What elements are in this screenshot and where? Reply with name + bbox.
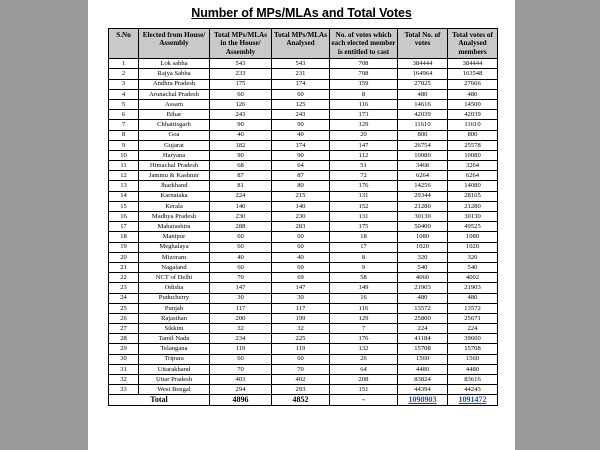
cell-total-votes: 224 — [398, 324, 448, 334]
cell-analysed-votes: 15708 — [448, 344, 498, 354]
cell-total-in-house: 147 — [210, 283, 272, 293]
cell-total-analysed: 60 — [272, 242, 330, 252]
cell-elected-from: Nagaland — [139, 262, 210, 272]
cell-analysed-votes: 480 — [448, 293, 498, 303]
total-entitled: - — [330, 395, 398, 405]
cell-votes-entitled: 64 — [330, 364, 398, 374]
cell-total-in-house: 403 — [210, 375, 272, 385]
cell-analysed-votes: 320 — [448, 252, 498, 262]
cell-total-votes: 384444 — [398, 59, 448, 69]
cell-analysed-votes: 21903 — [448, 283, 498, 293]
table-row — [109, 120, 498, 130]
cell-votes-entitled: 16 — [330, 293, 398, 303]
cell-total-in-house: 233 — [210, 69, 272, 79]
cell-elected-from: Odisha — [139, 283, 210, 293]
cell-total-votes: 21903 — [398, 283, 448, 293]
cell-total-analysed: 90 — [272, 120, 330, 130]
votes-table-container — [108, 28, 497, 406]
cell-total-votes: 1080 — [398, 232, 448, 242]
cell-elected-from: Madhya Pradesh — [139, 212, 210, 222]
cell-elected-from: Sikkim — [139, 324, 210, 334]
cell-total-analysed: 32 — [272, 324, 330, 334]
cell-sno: 5 — [109, 99, 139, 109]
mps-mlas-votes-table — [108, 28, 498, 406]
cell-votes-entitled: 51 — [330, 161, 398, 171]
table-row — [109, 232, 498, 242]
table-row — [109, 252, 498, 262]
cell-total-analysed: 69 — [272, 273, 330, 283]
total-analysed-votes-link[interactable]: 1091472 — [458, 395, 487, 405]
cell-sno: 29 — [109, 344, 139, 354]
cell-total-analysed: 243 — [272, 110, 330, 120]
cell-votes-entitled: 147 — [330, 140, 398, 150]
table-row — [109, 89, 498, 99]
cell-total-in-house: 70 — [210, 273, 272, 283]
cell-total-in-house: 230 — [210, 212, 272, 222]
cell-votes-entitled: 72 — [330, 171, 398, 181]
cell-elected-from: Kerala — [139, 201, 210, 211]
cell-elected-from: Rajasthan — [139, 313, 210, 323]
table-row — [109, 293, 498, 303]
cell-elected-from: Manipur — [139, 232, 210, 242]
cell-analysed-votes: 30130 — [448, 212, 498, 222]
table-header-row — [109, 29, 498, 59]
table-row — [109, 212, 498, 222]
cell-votes-entitled: 132 — [330, 344, 398, 354]
table-total-row — [109, 395, 498, 405]
cell-votes-entitled: 7 — [330, 324, 398, 334]
cell-sno: 13 — [109, 181, 139, 191]
cell-votes-entitled: 116 — [330, 99, 398, 109]
cell-total-votes: 1020 — [398, 242, 448, 252]
cell-total-analysed: 225 — [272, 334, 330, 344]
cell-total-votes: 25800 — [398, 313, 448, 323]
cell-total-in-house: 140 — [210, 201, 272, 211]
cell-elected-from: Lok sabha — [139, 59, 210, 69]
cell-total-votes: 21280 — [398, 201, 448, 211]
column-header-total-votes: Total No. of votes — [398, 29, 448, 59]
cell-analysed-votes: 3264 — [448, 161, 498, 171]
cell-sno: 15 — [109, 201, 139, 211]
cell-total-votes: 83824 — [398, 375, 448, 385]
cell-total-in-house: 126 — [210, 99, 272, 109]
cell-votes-entitled: 112 — [330, 150, 398, 160]
table-row — [109, 69, 498, 79]
cell-total-in-house: 30 — [210, 293, 272, 303]
cell-sno: 20 — [109, 252, 139, 262]
table-row — [109, 375, 498, 385]
table-row — [109, 313, 498, 323]
cell-total-in-house: 32 — [210, 324, 272, 334]
cell-votes-entitled: 8 — [330, 252, 398, 262]
cell-total-analysed: 40 — [272, 130, 330, 140]
cell-elected-from: Assam — [139, 99, 210, 109]
total-analysed-votes-cell — [448, 395, 498, 405]
cell-elected-from: West Bengal — [139, 385, 210, 395]
cell-analysed-votes: 39600 — [448, 334, 498, 344]
cell-analysed-votes: 480 — [448, 89, 498, 99]
cell-sno: 32 — [109, 375, 139, 385]
cell-total-in-house: 90 — [210, 120, 272, 130]
table-row — [109, 344, 498, 354]
cell-votes-entitled: 208 — [330, 375, 398, 385]
cell-elected-from: Punjab — [139, 303, 210, 313]
page-title: Number of MPs/MLAs and Total Votes — [191, 6, 412, 20]
cell-elected-from: Arunachal Pradesh — [139, 89, 210, 99]
cell-elected-from: NCT of Delhi — [139, 273, 210, 283]
cell-analysed-votes: 14080 — [448, 181, 498, 191]
cell-analysed-votes: 163548 — [448, 69, 498, 79]
cell-elected-from: Haryana — [139, 150, 210, 160]
cell-total-analysed: 70 — [272, 364, 330, 374]
cell-sno: 10 — [109, 150, 139, 160]
cell-votes-entitled: 20 — [330, 130, 398, 140]
cell-total-in-house: 40 — [210, 252, 272, 262]
cell-sno: 14 — [109, 191, 139, 201]
cell-total-in-house: 234 — [210, 334, 272, 344]
cell-total-in-house: 224 — [210, 191, 272, 201]
cell-total-analysed: 283 — [272, 222, 330, 232]
cell-analysed-votes: 49525 — [448, 222, 498, 232]
cell-total-analysed: 90 — [272, 150, 330, 160]
cell-votes-entitled: 159 — [330, 79, 398, 89]
cell-total-analysed: 60 — [272, 354, 330, 364]
cell-votes-entitled: 26 — [330, 354, 398, 364]
cell-sno: 16 — [109, 212, 139, 222]
cell-votes-entitled: 131 — [330, 191, 398, 201]
cell-sno: 23 — [109, 283, 139, 293]
cell-sno: 7 — [109, 120, 139, 130]
cell-total-analysed: 117 — [272, 303, 330, 313]
cell-analysed-votes: 6264 — [448, 171, 498, 181]
cell-sno: 28 — [109, 334, 139, 344]
cell-total-in-house: 60 — [210, 242, 272, 252]
table-row — [109, 222, 498, 232]
cell-votes-entitled: 129 — [330, 120, 398, 130]
table-row — [109, 283, 498, 293]
cell-sno: 8 — [109, 130, 139, 140]
total-analysed: 4852 — [272, 395, 330, 405]
cell-total-analysed: 174 — [272, 140, 330, 150]
cell-analysed-votes: 42039 — [448, 110, 498, 120]
cell-sno: 12 — [109, 171, 139, 181]
column-header-total-analysed: Total MPs/MLAs Analysed — [272, 29, 330, 59]
cell-elected-from: Puducherry — [139, 293, 210, 303]
cell-sno: 1 — [109, 59, 139, 69]
total-in-house: 4896 — [210, 395, 272, 405]
cell-analysed-votes: 10080 — [448, 150, 498, 160]
cell-total-analysed: 80 — [272, 181, 330, 191]
cell-total-votes: 10080 — [398, 150, 448, 160]
table-row — [109, 79, 498, 89]
cell-total-in-house: 243 — [210, 110, 272, 120]
cell-total-votes: 42039 — [398, 110, 448, 120]
cell-total-analysed: 147 — [272, 283, 330, 293]
cell-total-in-house: 182 — [210, 140, 272, 150]
cell-total-votes: 800 — [398, 130, 448, 140]
cell-total-in-house: 200 — [210, 313, 272, 323]
cell-total-in-house: 90 — [210, 150, 272, 160]
cell-total-analysed: 215 — [272, 191, 330, 201]
cell-elected-from: Tamil Nadu — [139, 334, 210, 344]
cell-elected-from: Jammu & Kashmir — [139, 171, 210, 181]
cell-sno: 25 — [109, 303, 139, 313]
document-page — [88, 0, 515, 450]
cell-total-in-house: 117 — [210, 303, 272, 313]
cell-total-analysed: 60 — [272, 262, 330, 272]
cell-votes-entitled: 176 — [330, 181, 398, 191]
table-row — [109, 161, 498, 171]
cell-analysed-votes: 21280 — [448, 201, 498, 211]
cell-total-in-house: 175 — [210, 79, 272, 89]
table-row — [109, 130, 498, 140]
cell-total-in-house: 68 — [210, 161, 272, 171]
cell-total-in-house: 60 — [210, 354, 272, 364]
cell-total-analysed: 60 — [272, 89, 330, 99]
cell-sno: 30 — [109, 354, 139, 364]
cell-sno: 22 — [109, 273, 139, 283]
cell-analysed-votes: 1560 — [448, 354, 498, 364]
table-row — [109, 150, 498, 160]
cell-total-in-house: 60 — [210, 89, 272, 99]
cell-sno: 6 — [109, 110, 139, 120]
cell-total-votes: 3468 — [398, 161, 448, 171]
cell-analysed-votes: 1020 — [448, 242, 498, 252]
column-header-sno: S.No — [109, 29, 139, 59]
cell-votes-entitled: 173 — [330, 110, 398, 120]
table-row — [109, 59, 498, 69]
cell-total-in-house: 60 — [210, 262, 272, 272]
cell-votes-entitled: 708 — [330, 69, 398, 79]
cell-total-votes: 14256 — [398, 181, 448, 191]
cell-total-votes: 540 — [398, 262, 448, 272]
cell-sno: 11 — [109, 161, 139, 171]
cell-elected-from: Gujarat — [139, 140, 210, 150]
cell-sno: 9 — [109, 140, 139, 150]
table-row — [109, 99, 498, 109]
cell-total-votes: 26754 — [398, 140, 448, 150]
cell-votes-entitled: 58 — [330, 273, 398, 283]
cell-sno: 4 — [109, 89, 139, 99]
cell-votes-entitled: 149 — [330, 283, 398, 293]
cell-sno: 31 — [109, 364, 139, 374]
cell-total-votes: 320 — [398, 252, 448, 262]
cell-sno: 18 — [109, 232, 139, 242]
cell-sno: 19 — [109, 242, 139, 252]
total-votes-link[interactable]: 1098903 — [408, 395, 437, 405]
table-row — [109, 334, 498, 344]
cell-total-analysed: 293 — [272, 385, 330, 395]
cell-total-analysed: 40 — [272, 252, 330, 262]
cell-votes-entitled: 129 — [330, 313, 398, 323]
cell-sno: 21 — [109, 262, 139, 272]
cell-sno: 17 — [109, 222, 139, 232]
cell-analysed-votes: 1080 — [448, 232, 498, 242]
cell-total-votes: 29344 — [398, 191, 448, 201]
cell-total-analysed: 199 — [272, 313, 330, 323]
cell-total-analysed: 140 — [272, 201, 330, 211]
cell-total-analysed: 402 — [272, 375, 330, 385]
cell-total-votes: 480 — [398, 293, 448, 303]
cell-elected-from: Uttar Pradesh — [139, 375, 210, 385]
cell-elected-from: Chhattisgarh — [139, 120, 210, 130]
cell-total-analysed: 543 — [272, 59, 330, 69]
cell-total-votes: 44394 — [398, 385, 448, 395]
table-row — [109, 242, 498, 252]
cell-total-in-house: 288 — [210, 222, 272, 232]
cell-analysed-votes: 27666 — [448, 79, 498, 89]
cell-total-analysed: 230 — [272, 212, 330, 222]
cell-elected-from: Himachal Pradesh — [139, 161, 210, 171]
cell-elected-from: Karnataka — [139, 191, 210, 201]
cell-votes-entitled: 116 — [330, 303, 398, 313]
cell-total-analysed: 119 — [272, 344, 330, 354]
table-row — [109, 354, 498, 364]
column-header-analysed-votes: Total votes of Analysed members — [448, 29, 498, 59]
cell-elected-from: Meghalaya — [139, 242, 210, 252]
cell-elected-from: Mizoram — [139, 252, 210, 262]
total-label: Total — [109, 395, 210, 405]
cell-total-votes: 4480 — [398, 364, 448, 374]
cell-total-votes: 6264 — [398, 171, 448, 181]
cell-total-votes: 14616 — [398, 99, 448, 109]
cell-votes-entitled: 8 — [330, 89, 398, 99]
cell-total-votes: 1560 — [398, 354, 448, 364]
cell-total-votes: 41184 — [398, 334, 448, 344]
cell-total-analysed: 30 — [272, 293, 330, 303]
cell-votes-entitled: 152 — [330, 201, 398, 211]
cell-analysed-votes: 83616 — [448, 375, 498, 385]
column-header-elected-from: Elected from House/ Assembly — [139, 29, 210, 59]
cell-elected-from: Tripura — [139, 354, 210, 364]
cell-analysed-votes: 4480 — [448, 364, 498, 374]
table-row — [109, 385, 498, 395]
cell-total-analysed: 87 — [272, 171, 330, 181]
cell-votes-entitled: 708 — [330, 59, 398, 69]
cell-votes-entitled: 9 — [330, 262, 398, 272]
cell-total-in-house: 81 — [210, 181, 272, 191]
cell-analysed-votes: 4002 — [448, 273, 498, 283]
cell-total-votes: 164964 — [398, 69, 448, 79]
cell-total-votes: 13572 — [398, 303, 448, 313]
table-row — [109, 364, 498, 374]
cell-votes-entitled: 175 — [330, 222, 398, 232]
cell-total-in-house: 543 — [210, 59, 272, 69]
cell-total-analysed: 64 — [272, 161, 330, 171]
cell-analysed-votes: 800 — [448, 130, 498, 140]
cell-analysed-votes: 28165 — [448, 191, 498, 201]
cell-total-votes: 15708 — [398, 344, 448, 354]
cell-analysed-votes: 25671 — [448, 313, 498, 323]
cell-total-in-house: 70 — [210, 364, 272, 374]
cell-elected-from: Andhra Pradesh — [139, 79, 210, 89]
table-row — [109, 110, 498, 120]
table-body — [109, 59, 498, 405]
column-header-total-in-house: Total MPs/MLAs in the House/ Assembly — [210, 29, 272, 59]
table-row — [109, 191, 498, 201]
cell-elected-from: Jharkhand — [139, 181, 210, 191]
cell-analysed-votes: 14500 — [448, 99, 498, 109]
table-row — [109, 171, 498, 181]
table-row — [109, 140, 498, 150]
cell-elected-from: Telangana — [139, 344, 210, 354]
cell-total-in-house: 294 — [210, 385, 272, 395]
cell-analysed-votes: 13572 — [448, 303, 498, 313]
cell-elected-from: Uttarakhand — [139, 364, 210, 374]
cell-votes-entitled: 18 — [330, 232, 398, 242]
table-row — [109, 324, 498, 334]
cell-elected-from: Bihar — [139, 110, 210, 120]
cell-sno: 27 — [109, 324, 139, 334]
cell-analysed-votes: 540 — [448, 262, 498, 272]
cell-total-analysed: 231 — [272, 69, 330, 79]
cell-total-in-house: 87 — [210, 171, 272, 181]
cell-votes-entitled: 17 — [330, 242, 398, 252]
table-row — [109, 201, 498, 211]
cell-elected-from: Rajya Sabha — [139, 69, 210, 79]
total-votes-cell — [398, 395, 448, 405]
cell-analysed-votes: 25578 — [448, 140, 498, 150]
cell-total-votes: 11610 — [398, 120, 448, 130]
cell-analysed-votes: 384444 — [448, 59, 498, 69]
cell-total-in-house: 60 — [210, 232, 272, 242]
cell-sno: 26 — [109, 313, 139, 323]
cell-sno: 3 — [109, 79, 139, 89]
cell-total-votes: 30130 — [398, 212, 448, 222]
cell-total-votes: 4060 — [398, 273, 448, 283]
cell-elected-from: Maharashtra — [139, 222, 210, 232]
cell-total-in-house: 40 — [210, 130, 272, 140]
cell-total-analysed: 125 — [272, 99, 330, 109]
column-header-votes-entitled: No. of votes which each elected member is entitled to cast — [330, 29, 398, 59]
cell-votes-entitled: 151 — [330, 385, 398, 395]
table-row — [109, 262, 498, 272]
cell-sno: 2 — [109, 69, 139, 79]
table-row — [109, 181, 498, 191]
cell-total-in-house: 119 — [210, 344, 272, 354]
cell-analysed-votes: 224 — [448, 324, 498, 334]
cell-total-analysed: 174 — [272, 79, 330, 89]
cell-total-analysed: 60 — [272, 232, 330, 242]
cell-analysed-votes: 11610 — [448, 120, 498, 130]
cell-sno: 24 — [109, 293, 139, 303]
cell-analysed-votes: 44243 — [448, 385, 498, 395]
cell-total-votes: 480 — [398, 89, 448, 99]
cell-total-votes: 50400 — [398, 222, 448, 232]
table-row — [109, 273, 498, 283]
cell-votes-entitled: 176 — [330, 334, 398, 344]
table-row — [109, 303, 498, 313]
cell-total-votes: 27825 — [398, 79, 448, 89]
cell-elected-from: Goa — [139, 130, 210, 140]
cell-sno: 33 — [109, 385, 139, 395]
cell-votes-entitled: 131 — [330, 212, 398, 222]
